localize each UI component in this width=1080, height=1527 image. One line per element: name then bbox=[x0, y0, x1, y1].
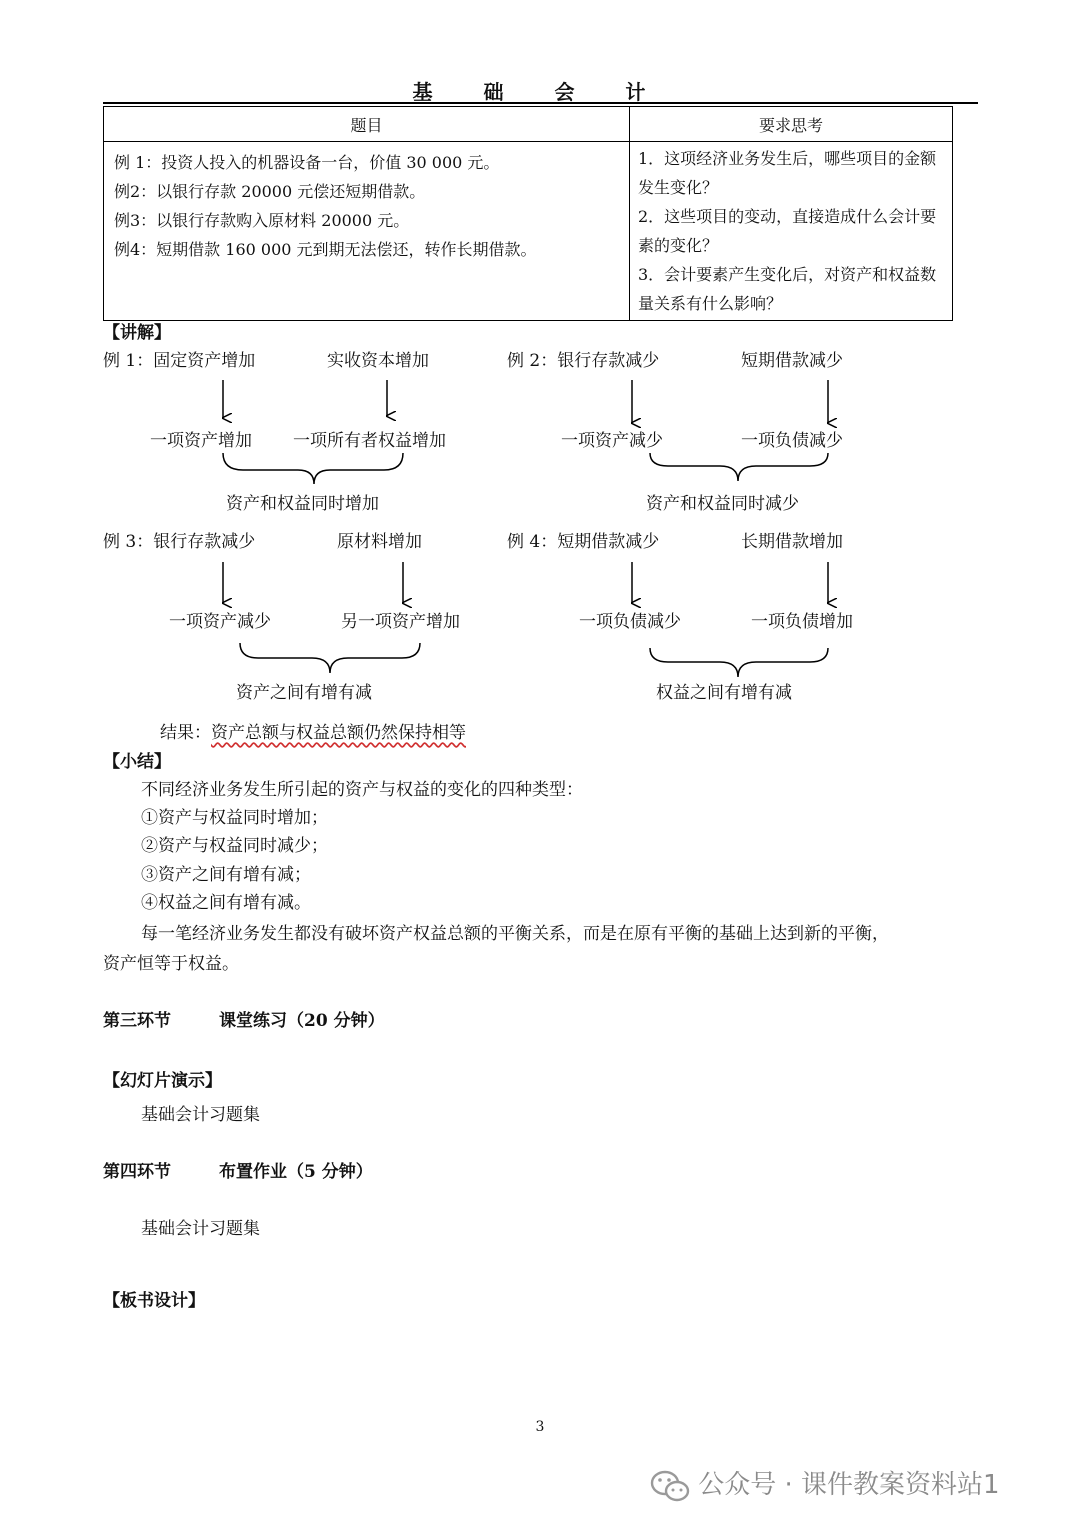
board-design-tag: 【板书设计】 bbox=[103, 1291, 205, 1311]
example-line-3: 例3：以银行存款购入原材料 20000 元。 bbox=[114, 211, 410, 230]
section4-title: 布置作业（5 分钟） bbox=[219, 1162, 373, 1182]
ex3-left-label: 例 3：银行存款减少 bbox=[103, 532, 256, 552]
summary-tag: 【小结】 bbox=[103, 752, 171, 772]
ex4-left-label: 例 4：短期借款减少 bbox=[507, 532, 660, 552]
ex3-right-label: 原材料增加 bbox=[337, 532, 422, 552]
ex1-right-label: 实收资本增加 bbox=[327, 351, 429, 371]
lecture-tag: 【讲解】 bbox=[103, 323, 171, 343]
ex4-right-label: 长期借款增加 bbox=[741, 532, 843, 552]
watermark-text: 公众号 · 课件教案资料站1 bbox=[698, 1470, 1000, 1500]
ex3-result: 资产之间有增有减 bbox=[236, 683, 372, 703]
section4-text: 基础会计习题集 bbox=[141, 1219, 260, 1239]
ex2-sub-left: 一项资产减少 bbox=[561, 431, 663, 451]
ex2-right-label: 短期借款减少 bbox=[741, 351, 843, 371]
section4-label: 第四环节 bbox=[103, 1162, 171, 1182]
watermark bbox=[650, 1464, 1000, 1502]
brace-ex2 bbox=[650, 453, 828, 481]
table-header-questions: 要求思考 bbox=[630, 107, 953, 142]
ex4-result: 权益之间有增有减 bbox=[656, 683, 792, 703]
question-2: 2．这些项目的变动，直接造成什么会计要素的变化？ bbox=[638, 207, 937, 255]
ex3-sub-left: 一项资产减少 bbox=[169, 612, 271, 632]
ex4-sub-left: 一项负债减少 bbox=[579, 612, 681, 632]
summary-para-line-2: 资产恒等于权益。 bbox=[103, 954, 239, 974]
summary-item-2: ②资产与权益同时减少； bbox=[141, 836, 328, 856]
summary-item-1: ①资产与权益同时增加； bbox=[141, 808, 328, 828]
brace-ex3 bbox=[240, 643, 420, 673]
summary-item-3: ③资产之间有增有减； bbox=[141, 865, 311, 885]
summary-item-4: ④权益之间有增有减。 bbox=[141, 893, 311, 913]
example-line-4: 例4：短期借款 160 000 元到期无法偿还，转作长期借款。 bbox=[114, 240, 537, 259]
brace-ex4 bbox=[650, 648, 828, 677]
wechat-icon bbox=[650, 1470, 690, 1502]
ex2-left-label: 例 2：银行存款减少 bbox=[507, 351, 660, 371]
example-line-1: 例 1：投资人投入的机器设备一台，价值 30 000 元。 bbox=[114, 153, 500, 172]
ex2-sub-right: 一项负债减少 bbox=[741, 431, 843, 451]
slides-tag: 【幻灯片演示】 bbox=[103, 1071, 222, 1091]
summary-para-line-1: 每一笔经济业务发生都没有破坏资产权益总额的平衡关系，而是在原有平衡的基础上达到新的平衡， bbox=[141, 924, 889, 944]
table-header-topic: 题目 bbox=[104, 107, 630, 142]
conclusion bbox=[160, 718, 466, 743]
conclusion-text: 资产总额与权益总额仍然保持相等 bbox=[211, 723, 466, 743]
ex1-sub-right: 一项所有者权益增加 bbox=[293, 431, 446, 451]
page-number: 3 bbox=[535, 1419, 545, 1435]
question-1: 1．这项经济业务发生后，哪些项目的金额发生变化？ bbox=[638, 149, 937, 197]
page-header-title: 基 础 会 计 bbox=[412, 80, 668, 104]
ex1-left-label: 例 1：固定资产增加 bbox=[103, 351, 256, 371]
brace-ex1 bbox=[223, 453, 403, 484]
ex3-sub-right: 另一项资产增加 bbox=[341, 612, 460, 632]
question-3: 3．会计要素产生变化后，对资产和权益数量关系有什么影响？ bbox=[638, 265, 937, 313]
section3-label: 第三环节 bbox=[103, 1011, 171, 1031]
conclusion-label: 结果： bbox=[160, 723, 211, 743]
ex1-result: 资产和权益同时增加 bbox=[226, 494, 379, 514]
ex4-sub-right: 一项负债增加 bbox=[751, 612, 853, 632]
summary-intro: 不同经济业务发生所引起的资产与权益的变化的四种类型： bbox=[141, 780, 583, 800]
section3-title: 课堂练习（20 分钟） bbox=[219, 1011, 385, 1031]
slides-text: 基础会计习题集 bbox=[141, 1105, 260, 1125]
example-line-2: 例2：以银行存款 20000 元偿还短期借款。 bbox=[114, 182, 426, 201]
ex2-result: 资产和权益同时减少 bbox=[646, 494, 799, 514]
ex1-sub-left: 一项资产增加 bbox=[150, 431, 252, 451]
